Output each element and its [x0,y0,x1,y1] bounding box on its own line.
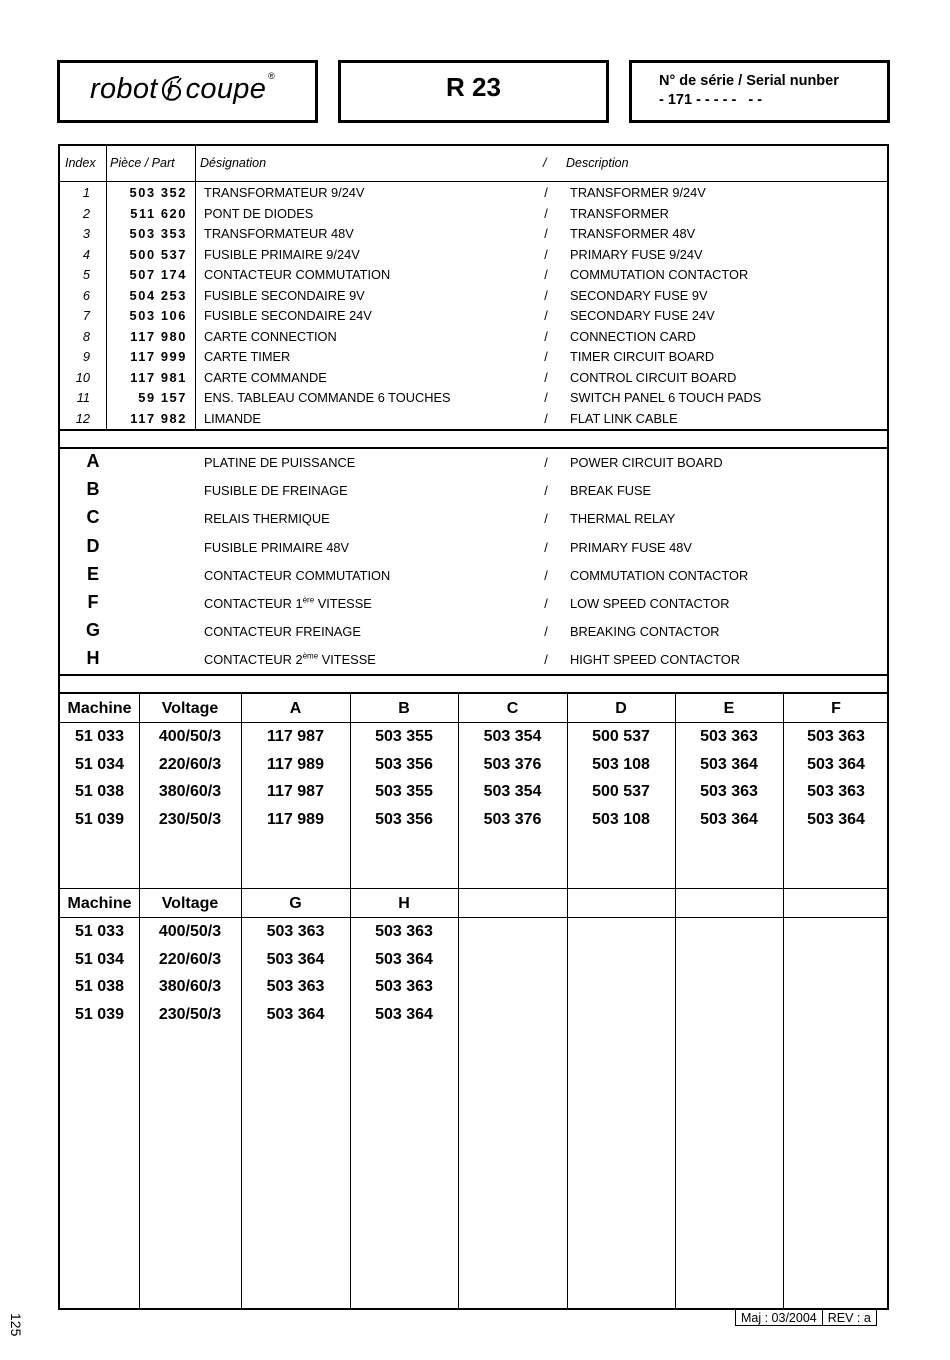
component-designation: CONTACTEUR COMMUTATION [204,567,391,583]
col-divider-part [195,146,196,429]
component-slash: / [544,455,548,470]
section-divider [60,447,887,449]
machine-cell: 503 355 [375,783,433,801]
component-description: COMMUTATION CONTACTOR [570,567,749,583]
component-designation: FUSIBLE DE FREINAGE [204,483,348,499]
part-number: 504 253 [129,287,187,303]
machine-header: F [831,700,841,717]
machine-cell: 503 376 [483,755,542,773]
machine-cell: 503 363 [700,783,758,801]
brand-part1: robot [90,73,158,105]
part-description: SECONDARY FUSE 9V [570,287,708,303]
part-index: 4 [82,246,90,262]
part-designation: PONT DE DIODES [204,205,314,221]
machine-cell: 503 364 [700,755,758,773]
machine-cell: 503 363 [266,923,325,940]
component-letter: A [86,451,100,471]
part-index: 9 [82,349,90,364]
machine-table-divider [60,888,887,889]
machine-cell: 503 363 [807,728,865,745]
machine-cell: 503 363 [375,923,433,940]
part-slash: / [544,410,548,426]
machine-header: Machine [67,895,132,912]
brand-logo [90,73,275,106]
brand-part2: coupe [185,73,267,105]
part-description: CONTROL CIRCUIT BOARD [570,369,737,385]
component-letter: B [86,479,100,500]
component-slash: / [544,567,548,583]
machine-cell: 503 364 [375,950,433,968]
part-designation: CARTE CONNECTION [204,328,337,344]
part-index: 7 [82,308,90,323]
machine-cell: 380/60/3 [158,783,222,801]
serial-box [629,60,890,123]
part-number: 500 537 [129,246,187,262]
part-slash: / [544,369,548,385]
revision-footer [735,1310,877,1326]
section-divider [60,674,887,676]
component-letter: G [85,620,100,641]
machine-cell: 503 355 [375,728,433,745]
part-slash: / [544,226,548,241]
part-designation: FUSIBLE PRIMAIRE 9/24V [204,246,360,262]
part-slash: / [544,246,548,262]
machine-cell: 230/50/3 [158,1006,222,1024]
machine-cell: 51 034 [75,950,124,968]
part-number: 117 980 [130,328,187,344]
part-number: 117 981 [130,369,187,385]
part-description: SWITCH PANEL 6 TOUCH PADS [570,390,762,405]
machine-cell: 117 987 [267,728,324,745]
machine-cell: 51 038 [75,978,124,996]
part-index: 8 [82,328,90,344]
component-slash: / [544,483,548,499]
machine-cell: 503 364 [807,755,865,773]
machine-header-divider [60,917,887,918]
section-divider [60,429,887,431]
part-index: 11 [76,390,90,405]
component-letter: D [86,535,100,556]
part-designation: FUSIBLE SECONDAIRE 24V [204,308,372,323]
machine-cell: 503 364 [375,1006,433,1024]
serial-label: N° de série / Serial nunber [659,73,839,89]
part-number: 117 999 [130,349,187,364]
machine-cell: 503 108 [592,811,650,829]
part-description: SECONDARY FUSE 24V [570,308,715,323]
machine-cell: 500 537 [592,783,650,801]
machine-cell: 503 376 [483,811,542,829]
part-slash: / [544,287,548,303]
machine-header: Voltage [161,700,219,717]
machine-cell: 503 364 [266,1006,325,1024]
machine-cell: 503 108 [592,755,650,773]
logo-box [57,60,318,123]
header-part: Pièce / Part [110,156,175,170]
machine-header: Machine [67,700,132,717]
update-date: Maj : 03/2004 [741,1311,817,1325]
part-number: 59 157 [138,390,187,405]
component-letter: F [87,592,99,612]
page-number: 125 [8,1313,24,1337]
part-designation: CONTACTEUR COMMUTATION [204,267,391,282]
parts-frame [58,144,889,1310]
part-description: TRANSFORMER 48V [570,226,696,241]
part-description: TRANSFORMER 9/24V [570,185,706,200]
machine-cell: 220/60/3 [158,950,222,968]
part-designation: CARTE COMMANDE [204,369,327,385]
component-description: PRIMARY FUSE 48V [570,539,692,555]
machine-cell: 380/60/3 [158,978,222,996]
registered-mark: ® [268,71,276,81]
machine-cell: 51 039 [75,1006,124,1024]
machine-cell: 117 989 [267,755,324,773]
swirl-logo-icon [159,74,185,104]
component-designation: FUSIBLE PRIMAIRE 48V [204,539,350,555]
machine-cell: 51 033 [75,728,124,745]
machine-cell: 51 038 [75,783,124,801]
part-description: PRIMARY FUSE 9/24V [570,246,703,262]
part-slash: / [544,205,548,221]
part-designation: TRANSFORMATEUR 9/24V [204,185,365,200]
section-divider [60,692,887,694]
part-number: 503 106 [129,308,187,323]
part-number: 503 352 [129,185,187,200]
machine-cell: 400/50/3 [158,728,222,745]
machine-cell: 220/60/3 [158,755,222,773]
machine-cell: 117 987 [267,783,324,801]
part-index: 5 [82,267,90,282]
machine-cell: 503 363 [807,783,865,801]
part-description: COMMUTATION CONTACTOR [570,267,749,282]
part-index: 1 [82,185,90,200]
part-slash: / [544,349,548,364]
header-designation: Désignation [200,156,267,170]
machine-cell: 117 989 [267,811,324,829]
machine-cell: 400/50/3 [158,923,222,940]
machine-cell: 503 356 [375,811,433,829]
machine-cell: 503 364 [807,811,865,829]
machine-cell: 503 363 [266,978,325,996]
machine-header: D [615,700,627,717]
machine-header: G [289,895,302,912]
revision: REV : a [827,1311,871,1325]
serial-number: - 171 - - - - - - - [659,92,763,108]
part-number: 511 620 [130,205,187,221]
component-designation: CONTACTEUR 1ère VITESSE [204,595,372,611]
component-description: BREAK FUSE [570,483,652,499]
machine-cell: 230/50/3 [158,811,222,829]
part-designation: LIMANDE [204,410,261,426]
component-description: HIGHT SPEED CONTACTOR [570,652,740,668]
part-index: 3 [82,226,90,241]
machine-cell: 503 363 [375,978,433,996]
component-designation: CONTACTEUR FREINAGE [204,624,361,640]
component-slash: / [544,596,548,611]
part-designation: TRANSFORMATEUR 48V [204,226,354,241]
part-slash: / [544,390,548,405]
machine-cell: 51 033 [75,923,124,940]
component-description: THERMAL RELAY [570,511,676,527]
part-number: 117 982 [130,410,187,426]
part-designation: ENS. TABLEAU COMMANDE 6 TOUCHES [204,390,451,405]
model-title: R 23 [446,72,501,102]
part-description: CONNECTION CARD [570,328,696,344]
machine-cell: 503 364 [266,950,325,968]
component-description: LOW SPEED CONTACTOR [570,596,730,611]
machine-header: E [723,700,735,717]
part-index: 2 [82,205,90,221]
part-description: TIMER CIRCUIT BOARD [570,349,715,364]
machine-cell: 503 356 [375,755,433,773]
component-description: POWER CIRCUIT BOARD [570,455,723,470]
machine-cell: 503 364 [700,811,758,829]
part-slash: / [544,328,548,344]
part-description: FLAT LINK CABLE [570,410,678,426]
machine-header: Voltage [161,895,219,912]
part-index: 10 [75,369,90,385]
part-slash: / [544,267,548,282]
part-description: TRANSFORMER [570,205,669,221]
component-description: BREAKING CONTACTOR [570,624,720,640]
component-slash: / [544,511,548,527]
machine-cell: 51 039 [75,811,124,829]
component-letter: H [86,648,100,669]
component-slash: / [544,652,548,668]
component-designation: CONTACTEUR 2ème VITESSE [204,652,376,668]
model-box [338,60,609,123]
machine-header: C [506,700,519,717]
machine-cell: 503 363 [700,728,758,745]
machine-header: B [398,700,410,717]
header-divider [60,181,887,182]
component-designation: RELAIS THERMIQUE [204,511,330,527]
part-index: 12 [75,410,90,426]
part-index: 6 [82,287,90,303]
machine-cell: 503 354 [483,783,542,801]
machine-header: H [398,895,410,912]
part-slash: / [544,308,548,323]
header-index: Index [65,156,96,170]
machine-cell: 500 537 [592,728,650,745]
machine-header-divider [60,722,887,723]
header-slash: / [543,156,547,170]
part-slash: / [544,185,548,200]
component-letter: C [86,507,100,528]
part-designation: CARTE TIMER [204,349,291,364]
machine-header: A [289,700,302,717]
header-description: Description [566,156,629,170]
component-slash: / [544,624,548,640]
part-designation: FUSIBLE SECONDAIRE 9V [204,287,365,303]
machine-cell: 51 034 [75,755,124,773]
component-designation: PLATINE DE PUISSANCE [204,455,356,470]
part-number: 507 174 [129,267,187,282]
component-slash: / [544,539,548,555]
component-letter: E [86,563,99,584]
part-number: 503 353 [129,226,187,241]
machine-cell: 503 354 [483,728,542,745]
